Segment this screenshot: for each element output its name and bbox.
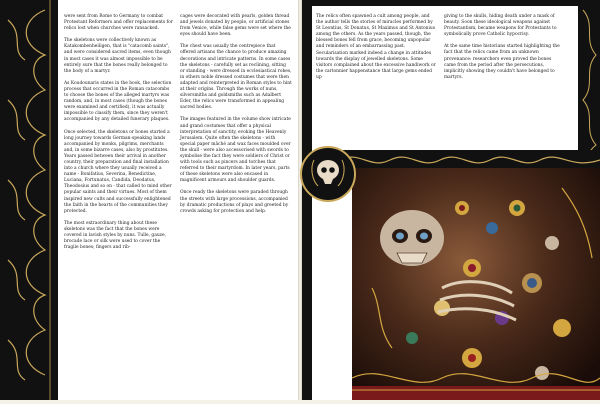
right-column-1 bbox=[316, 14, 438, 87]
left-column-1 bbox=[64, 14, 174, 257]
paragraph: The images featured in the volume show intricate and grand costumes that offer a physical interpretation of sanctity, evoking the Heavenly Jerusalem. Quite often the skeletons - with special paper mâché and wax faces moulded over the skull - were also accessorised with swords to symbolise the fact they were soldiers of Christ or with tools such as pincers and torches that referred to their martyrdom. In later years, parts of these skeletons were also encased in magnificent armours and shoulder guards. bbox=[180, 117, 291, 184]
paragraph: giving to the skulls, hiding death under a mask of beauty. Soon these ideological weapons against Protestantism, became weapons for Protestants to symbolically prove Catholic hypocrisy. bbox=[444, 14, 557, 38]
paragraph: The skeletons were collectively known as Katakombenheiligen, that is "catacomb saints", and were considered sacred items, even though in most cases it was almost impossible to be entirely sure that the bones really belonged to the body of a martyr. bbox=[64, 38, 171, 74]
paragraph: The chest was usually the centrepiece that offered artisans the chance to produce amazing decorations and intricate patterns. In some cases the skeletons - carefully set as reclining, sitting or standing - were dressed in ecclesiastical robes, in others noble dressed costumes that were then adapted and reinterpreted in Roman styles to hint at their origins. Through the works of nuns, silversmiths and goldsmiths such as Adalbert Eder, the relics were transformed in appealing sacred bodies. bbox=[180, 44, 292, 111]
right-column-2 bbox=[444, 14, 564, 87]
left-top-strip bbox=[58, 0, 298, 10]
paragraph: As Koudounaris states in the book, the selection process that occurred in the Roman catacombs to choose the bones of the alleged martyrs was random, and, in most cases (though the bones were examined and certified), it was actually impossible to classify them, since they weren't accompanied by any detailed funerary plaques. bbox=[64, 80, 172, 123]
skeleton-photo bbox=[352, 168, 600, 400]
jewelled-skeleton-image bbox=[352, 168, 600, 400]
paragraph: At the same time historians started highlighting the fact that the relics came from an unknown provenance: researchers even proved the bones came from the period after the persecutions, implicitly showing they couldn't have belonged to martyrs. bbox=[444, 44, 560, 80]
skull-icon bbox=[302, 148, 354, 200]
paragraph: Once ready the skeletons were paraded through the streets with large processions, accompanied by dramatic productions of plays and greeted by crowds asking for protection and help. bbox=[180, 190, 289, 214]
paragraph: were sent from Rome to Germany to combat Protestant Reformers and offer replacements for relics lost when churches were ransacked. bbox=[64, 14, 173, 32]
right-right-strip bbox=[578, 0, 600, 170]
paragraph: cages were decorated with pearls, golden thread and jewels donated by people, or artificial stones from Venice, while false gems were set where the eyes should have been. bbox=[180, 14, 291, 38]
gold-ornament-band bbox=[340, 150, 600, 170]
paragraph: The relics often spawned a cult among people, and the author tells the stories of miracles performed by St Leontius, St Donatus, St Maximus and St Antonius among the others. As the years passed, though, the blessed bones fell from grace, becoming unpopular and reminders of an embarrassing past. Secularisation marked indeed a change in attitudes towards the display of jewelled skeletons. Some visitors complained about the excessive handiwork or the cartonnier happenstance that large gems ended up bbox=[316, 14, 436, 80]
left-border-strip bbox=[0, 0, 58, 400]
paragraph: The most extraordinary thing about these skeletons was the fact that the bones were covered in lavish styles by nuns. Tulle, gauze, brocade lace or silk were used to cover the fragile bones; fingers and rib- bbox=[64, 220, 166, 251]
right-left-strip bbox=[302, 0, 312, 400]
left-ornament-icon bbox=[0, 0, 58, 400]
skull-medallion bbox=[300, 146, 356, 202]
right-top-strip bbox=[302, 0, 600, 6]
scroll-ornament-icon bbox=[340, 150, 600, 170]
left-column-2 bbox=[180, 14, 292, 221]
right-ornament-icon bbox=[578, 0, 600, 170]
paragraph: Once selected, the skeletons or bones started a long journey towards German-speaking lands accompanied by monks, pilgrims, merchants and, in some bizarre cases, also by prostitutes. Years passed between their arrival in another country, their preparation and final installation into a church where they usually received a name - Bonifatius, Severina, Benedictine, Luciana, Fortunatus, Candida, Deodatus, Theodosius and so on - that called to mind other popular saints and their virtues. Most of them inspired new cults and successfully enlightened the faith in the hearts of the communities they protected. bbox=[64, 129, 172, 214]
